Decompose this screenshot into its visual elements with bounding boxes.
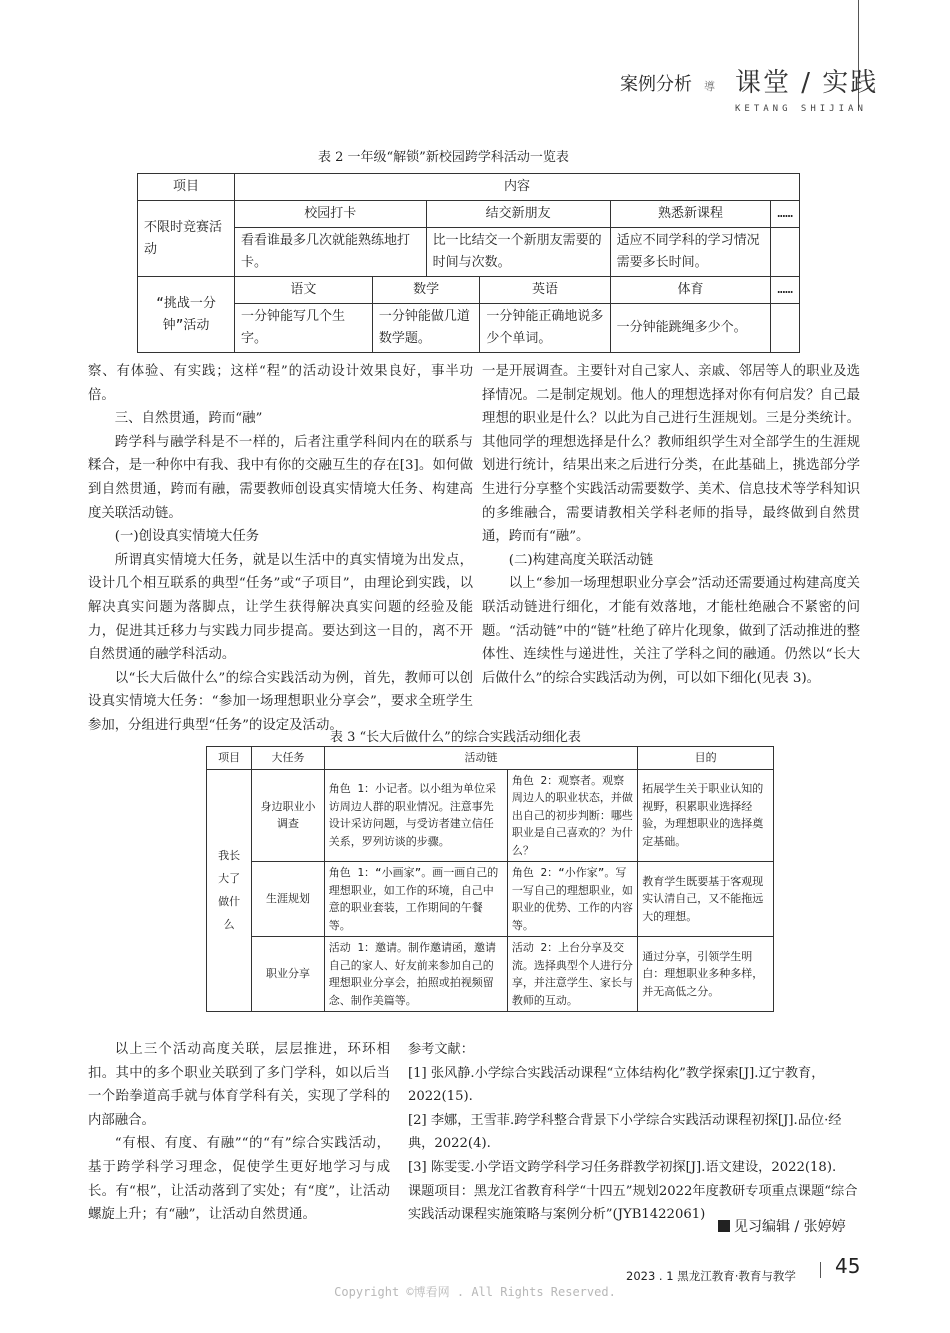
table2-row1-sub-0: 校园打卡	[235, 201, 427, 228]
table3-chain-b: 角色 2：“小作家”。写一写自己的理想职业，如职业的优势、工作的内容等。	[507, 862, 637, 937]
table2-row1-sub-2: 熟悉新课程	[610, 201, 771, 228]
table2-row2-desc-3: 一分钟能跳绳多少个。	[610, 304, 771, 353]
header-column-title: 课堂 / 实践	[735, 68, 879, 98]
table2-row1-desc-2: 适应不同学科的学习情况需要多长时间。	[610, 228, 771, 277]
reference-item: [2] 李娜，王雪菲.跨学科整合背景下小学综合实践活动课程初探[J].品位·经典，2022(4).	[408, 1112, 842, 1152]
table3-chain-a: 活动 1：邀请。制作邀请函，邀请自己的家人、好友前来参加自己的理想职业分享会，拍照或拍视频留念、制作美篇等。	[324, 937, 507, 1012]
table3-task: 生涯规划	[252, 862, 325, 937]
table2-caption: 表 2 一年级“解锁”新校园跨学科活动一览表	[318, 150, 569, 165]
left-column-bottom	[88, 1038, 390, 1227]
table3-goal: 教育学生既要基于客观现实认清自己，又不能拖远大的理想。	[638, 862, 774, 937]
header-dao-mark: 導	[704, 80, 715, 93]
table3-head-project: 项目	[207, 747, 252, 770]
reference-item: [1] 张风静.小学综合实践活动课程“立体结构化”教学探索[J].辽宁教育，2022(15).	[408, 1065, 825, 1105]
subsection-heading: (二)构建高度关联活动链	[508, 552, 654, 568]
table2-row2-sub-0: 语文	[235, 277, 373, 304]
table2-head-content: 内容	[235, 174, 800, 201]
editor-name: 见习编辑 / 张婷婷	[734, 1219, 846, 1235]
table3-caption: 表 3 “长大后做什么”的综合实践活动细化表	[330, 730, 581, 745]
table2	[137, 173, 800, 353]
paragraph: 以上“参加一场理想职业分享会”活动还需要通过构建高度关联活动链进行细化，才能有效落地，才能杜绝融合不紧密的问题。“活动链”中的“链”杜绝了碎片化现象，做到了活动推进的整体性、连续性与递进性，关注了学科之间的融通。仍然以“长大后做什么”的综合实践活动为例，可以如下细化(见表 3)。	[482, 576, 860, 686]
table2-row2-desc-0: 一分钟能写几个生字。	[235, 304, 373, 353]
table2-row2-desc-1: 一分钟能做几道数学题。	[372, 304, 479, 353]
editor-line	[718, 1216, 846, 1236]
table2-row2-sub-3: 体育	[610, 277, 771, 304]
table3-chain-b: 角色 2：观察者。观察周边人的职业状态，并做出自己的初步判断：哪些职业是自己喜欢的？为什么？	[507, 769, 637, 862]
paragraph: 所谓真实情境大任务，就是以生活中的真实情境为出发点，设计几个相互联系的典型“任务”或“子项目”，由理论到实践，以解决真实问题为落脚点，让学生获得解决真实问题的经验及能力，促进其迁移力与实践力同步提高。要达到这一目的，离不开自然贯通的融学科活动。	[88, 552, 473, 663]
subsection-heading: (一)创设真实情境大任务	[114, 529, 260, 545]
paragraph: 察、有体验、有实践；这样“程”的活动设计效果良好，事半功倍。	[88, 364, 473, 403]
table3-project: 我长大了做什么	[207, 769, 252, 1012]
table3-head-chain: 活动链	[324, 747, 637, 770]
footer-separator	[820, 1262, 821, 1278]
paragraph: 以上三个活动高度关联，层层推进，环环相扣。其中的多个职业关联到了多门学科，如以后当一个跆拳道高手就与体育学科有关，实现了学科的内部融合。	[88, 1042, 390, 1128]
section-heading: 三、自然贯通，跨而“融”	[114, 411, 263, 427]
table2-row1-sub-3: ……	[771, 201, 800, 228]
table3-chain-b: 活动 2：上台分享及交流。选择典型个人进行分享，并注意学生、家长与教师的互动。	[507, 937, 637, 1012]
paragraph: 一是开展调查。主要针对自己家人、亲戚、邻居等人的职业及选择情况。二是制定规划。他人的理想选择对你有何启发？自己最理想的职业是什么？以此为自己进行生涯规划。三是分类统计。其他同学的理想选择是什么？教师组织学生对全部学生的生涯规划进行统计，结果出来之后进行分类，在此基础上，挑选部分学生进行分享整个实践活动需要数学、美术、信息技术等学科知识的多维融合，需要请教相关学科老师的指导，最终做到自然贯通，跨而有“融”。	[482, 364, 860, 545]
footer-journal: 2023 . 1 黑龙江教育·教育与教学	[626, 1269, 796, 1283]
table2-row2-sub-1: 数学	[372, 277, 479, 304]
table3-task: 身边职业小调查	[252, 769, 325, 862]
table2-row2-item: “挑战一分钟”活动	[138, 277, 235, 353]
table3-goal: 拓展学生关于职业认知的视野，积累职业选择经验，为理想职业的选择奠定基础。	[638, 769, 774, 862]
table2-row1-item: 不限时竞赛活动	[138, 201, 235, 277]
table3-head-task: 大任务	[252, 747, 325, 770]
table3	[206, 746, 774, 1012]
table2-row1-desc-0: 看看谁最多几次就能熟练地打卡。	[235, 228, 427, 277]
table3-head-goal: 目的	[638, 747, 774, 770]
page-number: 45	[835, 1254, 861, 1278]
project-note: 课题项目：黑龙江省教育科学“十四五”规划2022年度教研专项重点课题“综合实践活动课程实施策略与案例分析”(JYB1422061)	[408, 1183, 858, 1223]
right-column-top	[482, 360, 860, 690]
copyright-watermark: Copyright ©博看网 . All Rights Reserved.	[334, 1285, 616, 1299]
table2-head-item: 项目	[138, 174, 235, 201]
header-column-pinyin: KETANG SHIJIAN	[735, 104, 867, 114]
header-case-label: 案例分析	[620, 74, 692, 95]
table3-chain-a: 角色 1：小记者。以小组为单位采访周边人群的职业情况。注意事先设计采访问题，与受访者建立信任关系，罗列访谈的步骤。	[324, 769, 507, 862]
table3-task: 职业分享	[252, 937, 325, 1012]
paragraph: 以“长大后做什么”的综合实践活动为例，首先，教师可以创设真实情境大任务：“参加一场理想职业分享会”，要求全班学生参加，分组进行典型“任务”的设定及活动。	[88, 670, 473, 733]
references-title: 参考文献：	[408, 1042, 474, 1057]
table2-row2-sub-2: 英语	[480, 277, 610, 304]
square-bullet-icon	[718, 1220, 730, 1232]
table2-row2-desc-2: 一分钟能正确地说多少个单词。	[480, 304, 610, 353]
paragraph: 跨学科与融学科是不一样的，后者注重学科间内在的联系与糅合，是一种你中有我、我中有你的交融互生的存在[3]。如何做到自然贯通，跨而有融，需要教师创设真实情境大任务、构建高度关联活动链。	[88, 434, 473, 521]
table3-goal: 通过分享，引领学生明白：理想职业多种多样，并无高低之分。	[638, 937, 774, 1012]
references	[408, 1038, 860, 1227]
table2-row1-sub-1: 结交新朋友	[426, 201, 610, 228]
reference-item: [3] 陈雯雯.小学语文跨学科学习任务群教学初探[J].语文建设，2022(18).	[408, 1159, 837, 1175]
table3-chain-a: 角色 1：“小画家”。画一画自己的理想职业，如工作的环境，自己中意的职业套装，工作期间的午餐等。	[324, 862, 507, 937]
paragraph: “有根、有度、有融”“的“有”综合实践活动，基于跨学科学习理念，促使学生更好地学习与成长。有“根”，让活动落到了实处；有“度”，让活动螺旋上升；有“融”，让活动自然贯通。	[88, 1136, 390, 1223]
left-column-top	[88, 360, 473, 738]
table2-row1-desc-1: 比一比结交一个新朋友需要的时间与次数。	[426, 228, 610, 277]
table2-row2-sub-4: ……	[771, 277, 800, 304]
